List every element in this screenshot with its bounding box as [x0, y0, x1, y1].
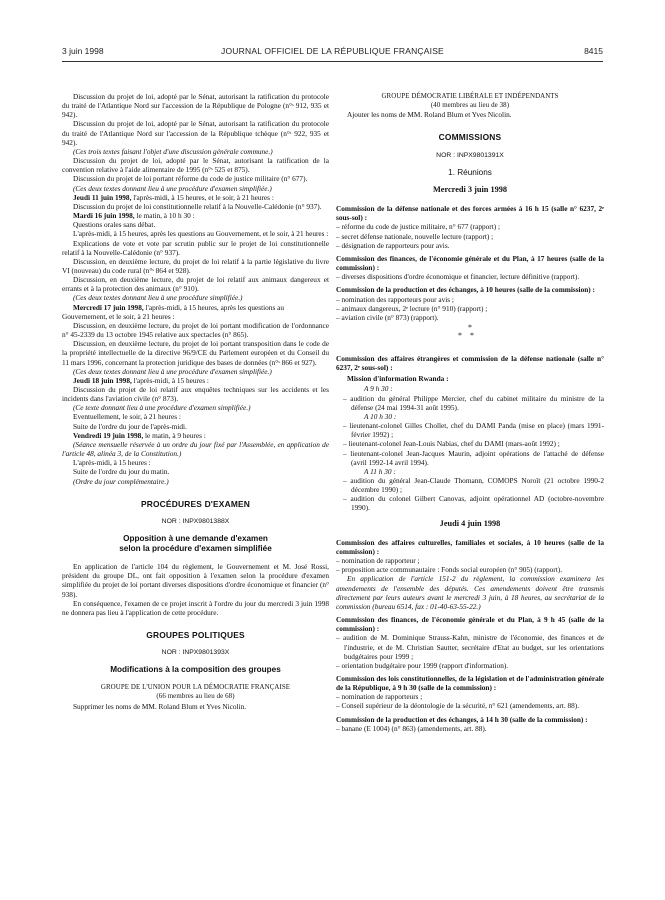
paragraph: Eventuellement, le soir, à 21 heures : — [73, 412, 181, 422]
agenda-item: – audition du colonel Gilbert Canovas, adjoint opérationnel AD (octobre-novembre 1990). — [343, 494, 604, 513]
paragraph: L'après-midi, à 15 heures, après les questions au Gouvernement, et le soir, à 21 heures : — [73, 229, 329, 239]
note: (Ces deux textes donnant lieu à une procédure simplifiée.) — [73, 293, 243, 303]
agenda-item: – orientation budgétaire pour 1999 (rapport d'information). — [336, 660, 509, 670]
day-label: Vendredi 19 juin 1998, — [73, 430, 144, 440]
day-time: le matin, à 10 h 30 : — [134, 211, 195, 221]
day-time: le matin, à 9 heures : — [143, 430, 206, 440]
paragraph: Discussion du projet de loi, adopté par le Sénat, autorisant la ratification de la convention relative à l'aide alimentaire de 1995 (n°ˢ 525 et 875). — [62, 156, 329, 175]
section-title-commissions: COMMISSIONS — [438, 132, 502, 143]
agenda-day — [62, 211, 329, 220]
meeting-date: Mercredi 3 juin 1998 — [432, 184, 508, 194]
day-time: l'après-midi, à 15 heures : — [131, 375, 209, 385]
paragraph: Discussion du projet de loi, adopté par le Sénat, autorisant la ratification du protocole du traité de l'Atlantique Nord sur l'accession de la République tchèque (n°ˢ 922, 935 et 942). — [62, 119, 329, 147]
subtitle-line: Opposition à une demande d'examen — [123, 534, 268, 544]
commission-heading: Commission des finances, de l'économie générale et du Plan, à 17 heures (salle de la commission) : — [336, 253, 604, 273]
left-column — [62, 92, 329, 711]
section-title-procedures: PROCÉDURES D'EXAMEN — [140, 498, 251, 509]
note: (Ce texte donnant lieu à une procédure d'examen simplifiée.) — [73, 403, 251, 413]
commission-heading: Commission des finances, de l'économie générale et du Plan, à 9 h 45 (salle de la commission) : — [336, 615, 604, 634]
paragraph: Discussion du projet de loi constitutionnelle relatif à la Nouvelle-Calédonie (n° 937). — [73, 201, 322, 211]
agenda-item: – réforme du code de justice militaire, n° 677 (rapport) ; — [336, 222, 501, 232]
day-label: Jeudi 11 juin 1998, — [73, 192, 132, 202]
page-header — [62, 46, 603, 62]
commission-heading: Commission des lois constitutionnelles, de la législation et de l'administration générale de la République, à 9 h 30 (salle de la commission) : — [336, 673, 604, 693]
asterisk-separator: ** — [458, 330, 482, 340]
right-column — [336, 92, 604, 733]
day-time: l'après-midi, à 15 heures, et le soir, à 21 heures : — [131, 192, 274, 202]
session-time: A 11 h 30 : — [364, 466, 396, 476]
commission-heading: Commission de la production et des échanges, à 10 heures (salle de la commission) : — [336, 285, 595, 295]
agenda-item: – lieutenant-colonel Gilles Chollet, chef du DAMI Panda (mise en place) (mars 1991-février 1992) ; — [343, 421, 604, 440]
subtitle-line: selon la procédure d'examen simplifiée — [119, 544, 272, 554]
note: (Séance mensuelle réservée à un ordre du jour fixé par l'Assemblée, en application de l'article 48, alinéa 3, de la Constitution.) — [62, 439, 329, 459]
group-count: (40 membres au lieu de 38) — [430, 102, 510, 110]
paragraph: En application de l'article 104 du règlement, le Gouvernement et M. José Rossi, président du groupe DL, ont fait opposition à l'examen selon la procédure d'examen simplifiée du projet de loi portant diverses dispositions d'ordre économique et financier (n° 938). — [62, 562, 329, 599]
agenda-item: – aviation civile (n° 873) (rapport). — [336, 312, 439, 322]
commission-heading: Commission de la défense nationale et des forces armées à 16 h 15 (salle n° 6237, 2ᵉ sous-sol) : — [336, 204, 604, 223]
day-label: Jeudi 18 juin 1998, — [73, 375, 132, 385]
nor-reference: NOR : INPX9801393X — [161, 649, 230, 657]
agenda-day — [62, 376, 329, 385]
commission-heading: Commission des affaires étrangères et commission de la défense nationale (salle n° 6237, 2ᵉ sous-sol) : — [336, 353, 604, 373]
paragraph: Explications de vote et vote par scrutin public sur le projet de loi constitutionnelle relatif à la Nouvelle-Calédonie (n° 937). — [62, 238, 329, 257]
agenda-item: – banane (E 1004) (n° 863) (amendements, art. 88). — [336, 723, 487, 733]
agenda-item: – nomination des rapporteurs pour avis ; — [336, 294, 454, 304]
paragraph: Suite de l'ordre du jour de l'après-midi. — [73, 421, 187, 431]
mission-title: Mission d'information Rwanda : — [347, 374, 449, 384]
agenda-item: – audition du général Philippe Mercier, chef du cabinet militaire du ministre de la défense (24 mai 1994-31 août 1995). — [343, 393, 604, 412]
session-time: A 10 h 30 : — [364, 411, 397, 421]
paragraph: Discussion du projet de loi, adopté par le Sénat, autorisant la ratification du protocole du traité de l'Atlantique Nord sur l'accession de la République de Pologne (n°ˢ 912, 935 et 942). — [62, 92, 329, 120]
agenda-item: – nomination de rapporteurs ; — [336, 692, 423, 702]
section-subtitle — [62, 534, 329, 554]
header-rule — [62, 61, 603, 62]
agenda-item: – lieutenant-colonel Jean-Louis Nabias, chef du DAMI (mars-août 1992) ; — [343, 439, 560, 449]
agenda-item: – audition de M. Dominique Strauss-Kahn, ministre de l'économie, des finances et de l'industrie, et de M. Christian Sautter, secrétaire d'Etat au budget, sur les orientations budgétaires pour 1999 ; — [336, 633, 604, 661]
agenda-item: – proposition acte communautaire : Fonds social européen (n° 905) (rapport). — [336, 565, 563, 575]
meeting-date: Jeudi 4 juin 1998 — [439, 518, 501, 528]
paragraph: Discussion, en deuxième lecture, du projet de loi portant modification de l'ordonnance n° 45-2339 du 13 octobre 1945 relative aux spectacles (n° 865). — [62, 320, 329, 340]
agenda-item: – lieutenant-colonel Jean-Jacques Maurin, adjoint opérations de l'attaché de défense (avril 1992-14 avril 1994). — [343, 448, 604, 467]
agenda-item: – nomination de rapporteur ; — [336, 556, 420, 566]
paragraph: L'après-midi, à 15 heures : — [73, 458, 151, 468]
note: (Ces deux textes donnant lieu à une procédure d'examen simplifiée.) — [73, 366, 272, 376]
paragraph: Supprimer les noms de MM. Roland Blum et Yves Nicolin. — [73, 701, 247, 711]
agenda-item: – audition du général Jean-Claude Thomann, COMOPS Noroît (21 octobre 1990-2 décembre 1990) ; — [343, 476, 604, 495]
day-label: Mercredi 17 juin 1998, — [73, 302, 144, 312]
commission-heading: Commission des affaires culturelles, familiales et sociales, à 10 heures (salle de la commission) : — [336, 537, 604, 556]
note: (Ordre du jour complémentaire.) — [73, 476, 169, 486]
nor-reference: NOR : INPX9801388X — [161, 517, 230, 525]
group-count: (66 membres au lieu de 68) — [156, 693, 235, 701]
note: (Ces trois textes faisant l'objet d'une discussion générale commune.) — [73, 146, 273, 156]
agenda-item: – diverses dispositions d'ordre économique et financier, lecture définitive (rapport). — [336, 272, 580, 282]
commission-heading: Commission de la production et des échanges, à 14 h 30 (salle de la commission) : — [336, 714, 588, 724]
header-page-number: 8415 — [584, 46, 603, 56]
paragraph: Discussion du projet de loi relatif aux enquêtes techniques sur les accidents et les incidents dans l'aviation civile (n° 873). — [62, 385, 329, 404]
section-subtitle: Modifications à la composition des groupes — [110, 665, 281, 675]
paragraph: Discussion, en deuxième lecture, du projet de loi relatif à la partie législative du livre VI (nouveau) du code rural (n°ˢ 864 et 928). — [62, 256, 329, 275]
header-title: JOURNAL OFFICIEL DE LA RÉPUBLIQUE FRANÇAISE — [221, 46, 444, 56]
paragraph: En conséquence, l'examen de ce projet inscrit à l'ordre du jour du mercredi 3 juin 1998 ne donnera pas lieu à l'application de cette procédure. — [62, 598, 329, 617]
section-title-groups: GROUPES POLITIQUES — [146, 629, 245, 640]
note: (Ces deux textes donnant lieu à une procédure d'examen simplifiée.) — [73, 183, 272, 193]
asterisk-separator: * — [468, 322, 472, 332]
paragraph: Suite de l'ordre du jour du matin. — [73, 467, 170, 477]
paragraph: Ajouter les noms de MM. Roland Blum et Yves Nicolin. — [347, 110, 512, 120]
paragraph: Discussion, en deuxième lecture, du projet de loi relatif aux animaux dangereux et errants et à la protection des animaux (n° 910). — [62, 275, 329, 294]
group-name: GROUPE DÉMOCRATIE LIBÉRALE ET INDÉPENDANTS — [381, 93, 559, 100]
paragraph: Discussion, en deuxième lecture, du projet de loi portant transposition dans le code de la propriété intellectuelle de la directive 96/9/CE du Parlement européen et du Conseil du 11 mars 1996, concernant la protection juridique des bases de données (n°ˢ 866 et 927). — [62, 339, 329, 367]
agenda-day — [62, 303, 329, 321]
note: En application de l'article 151-2 du règlement, la commission examinera les amendements de l'ensemble des députés. Ces amendements doivent être transmis directement par leurs auteurs avant le mercredi 3 juin, à 18 heures, au secrétariat de la commission (bureau 6514, fax : 01-40-63-55-22.) — [336, 574, 604, 611]
day-time: l'après-midi, à 15 heures, après les questions au Gouvernement, et le soir, à 21 heures : — [62, 302, 284, 321]
session-time: A 9 h 30 : — [364, 384, 393, 394]
subsection-title: 1. Réunions — [448, 167, 492, 177]
paragraph: Questions orales sans débat. — [73, 220, 156, 230]
group-name: GROUPE DE L'UNION POUR LA DÉMOCRATIE FRANÇAISE — [100, 684, 291, 692]
nor-reference: NOR : INPX9801391X — [436, 151, 504, 159]
day-label: Mardi 16 juin 1998, — [73, 211, 135, 221]
header-date: 3 juin 1998 — [62, 46, 104, 56]
agenda-day — [62, 193, 329, 202]
agenda-day — [62, 431, 329, 440]
agenda-item: – animaux dangereux, 2ᵉ lecture (n° 910) (rapport) ; — [336, 303, 488, 313]
agenda-item: – secret défense nationale, nouvelle lecture (rapport) ; — [336, 231, 494, 241]
agenda-item: – Conseil supérieur de la déontologie de la sécurité, n° 621 (amendements, art. 88). — [336, 701, 580, 711]
paragraph: Discussion du projet de loi portant réforme du code de justice militaire (n° 677). — [73, 174, 308, 184]
agenda-item: – désignation de rapporteurs pour avis. — [336, 240, 450, 250]
